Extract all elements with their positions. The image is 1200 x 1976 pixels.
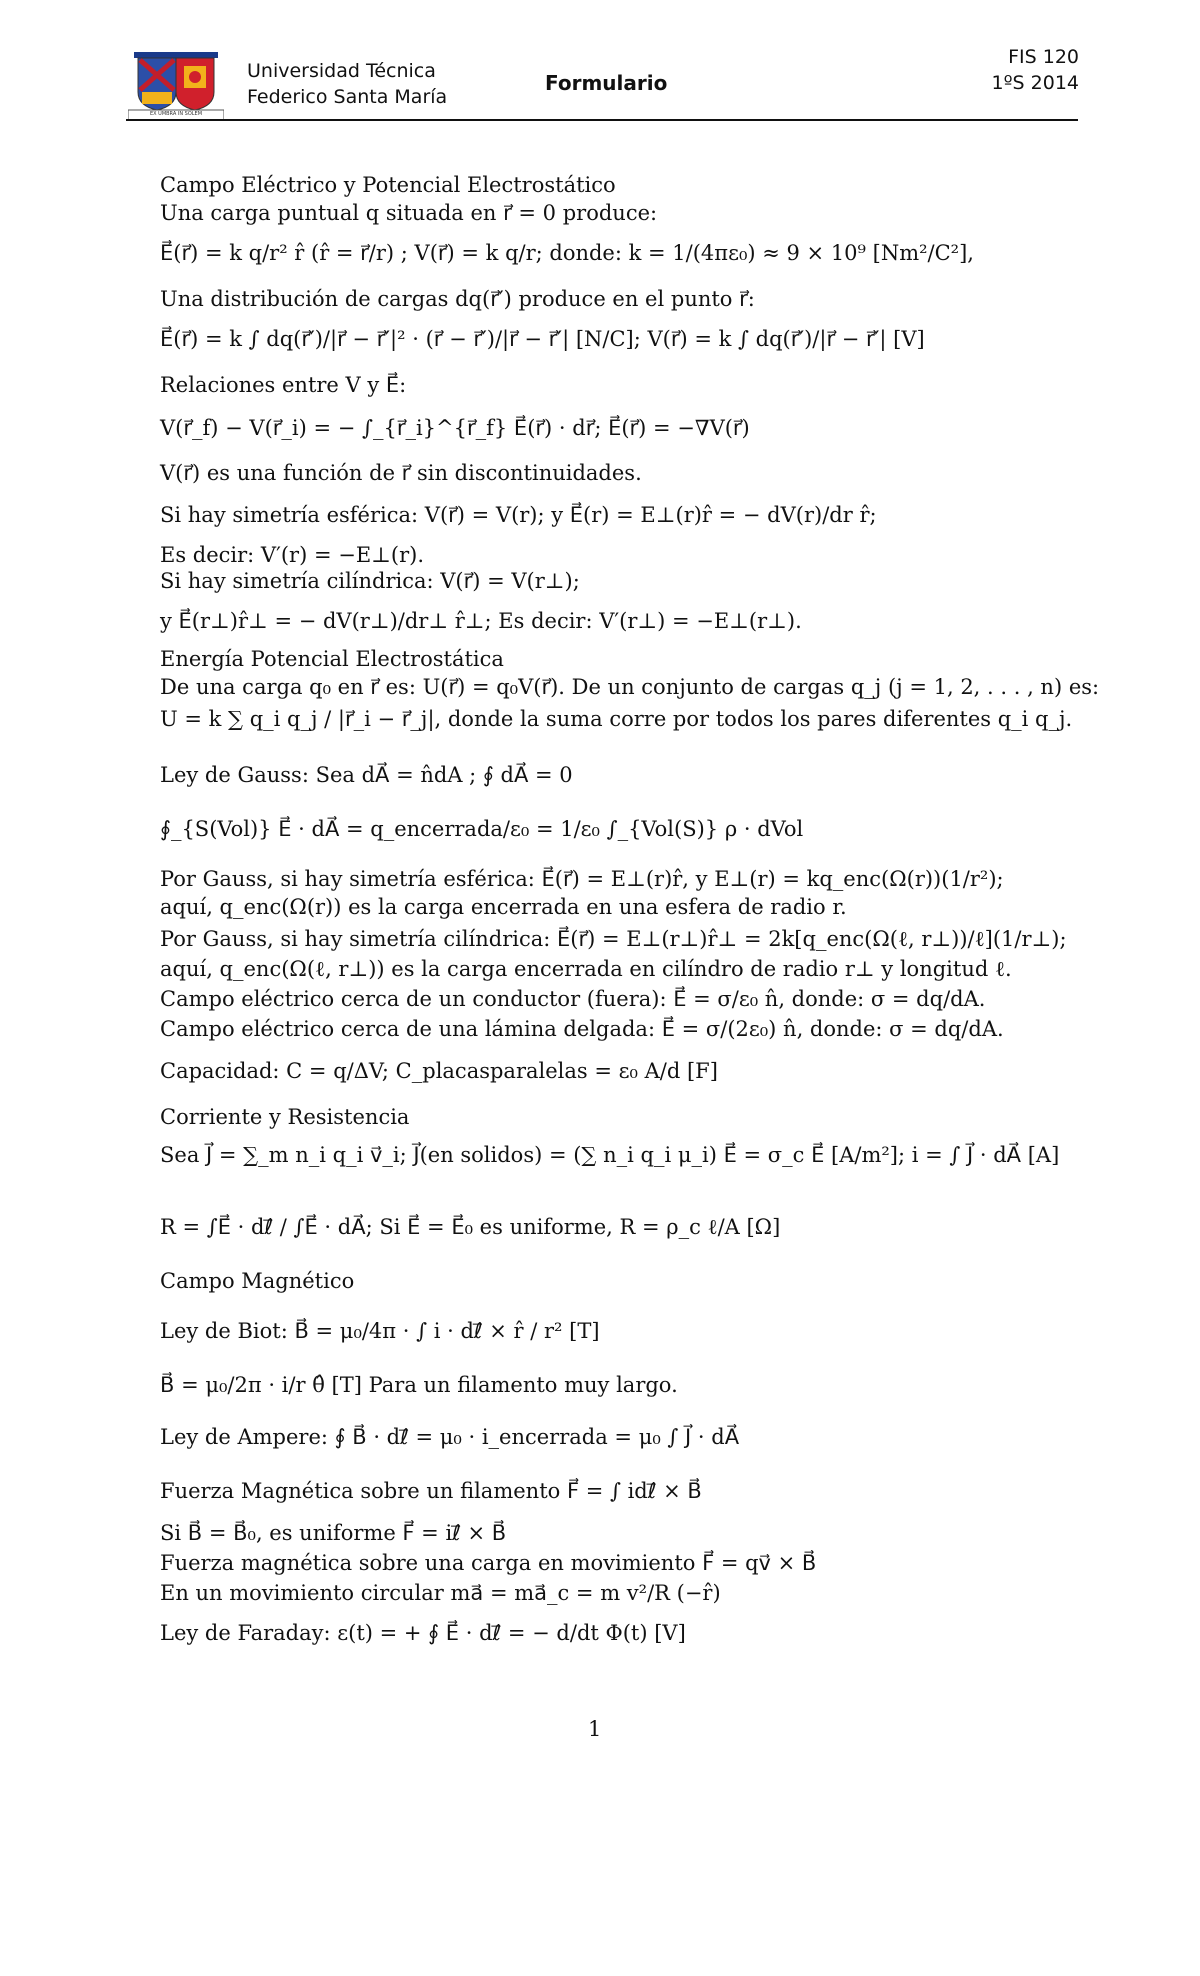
text-line: Campo eléctrico cerca de una lámina delgada: E⃗ = σ/(2ε₀) n̂, donde: σ = dq/dA. [160,1017,1004,1041]
semester: 1ºS 2014 [991,72,1079,94]
text-line: Una distribución de cargas dq(r⃗′) produce en el punto r⃗: [160,287,755,311]
formula-capacitance: Capacidad: C = q/ΔV; C_placasparalelas = ε₀ A/d [F] [160,1059,718,1083]
formula-cylindrical-symmetry: y E⃗(r⊥)r̂⊥ = − dV(r⊥)/dr⊥ r̂⊥; Es decir: V′(r⊥) = −E⊥(r⊥). [160,609,802,633]
text-line: Relaciones entre V y E⃗: [160,373,407,397]
formula-gauss-flux: ∮_{S(Vol)} E⃗ · dA⃗ = q_encerrada/ε₀ = 1/ε₀ ∫_{Vol(S)} ρ · dVol [160,817,804,841]
formula-force-filament: Fuerza Magnética sobre un filamento F⃗ = ∫ idℓ⃗ × B⃗ [160,1479,702,1503]
text-line: aquí, q_enc(Ω(r)) es la carga encerrada en una esfera de radio r. [160,895,847,919]
text-line: aquí, q_enc(Ω(ℓ, r⊥)) es la carga encerrada en cilíndro de radio r⊥ y longitud ℓ. [160,957,1012,981]
section-title-magnetic-field: Campo Magnético [160,1269,355,1293]
university-name-line1: Universidad Técnica [247,60,436,82]
formula-faraday-law: Ley de Faraday: ε(t) = + ∮ E⃗ · dℓ⃗ = − d/dt Φ(t) [V] [160,1621,686,1645]
formula-spherical-symmetry: Si hay simetría esférica: V(r⃗) = V(r); y E⃗(r) = E⊥(r)r̂ = − dV(r)/dr r̂; [160,503,877,527]
document-title: Formulario [545,71,668,95]
university-crest [128,52,224,120]
section-title-potential-energy: Energía Potencial Electrostática [160,647,504,671]
text-line: Es decir: V′(r) = −E⊥(r). [160,543,424,567]
formula-charge-distribution: E⃗(r⃗) = k ∫ dq(r⃗′)/|r⃗ − r⃗′|² · (r⃗ − r⃗′)/|r⃗ − r⃗′| [N/C]; V(r⃗) = k ∫ dq(r⃗′)/|r⃗ − r⃗′| [V] [160,327,925,351]
text-line: V(r⃗) es una función de r⃗ sin discontinuidades. [160,461,642,485]
text-line: Si hay simetría cilíndrica: V(r⃗) = V(r⊥); [160,569,580,593]
formula-gauss-law: Ley de Gauss: Sea dA⃗ = n̂dA ; ∮ dA⃗ = 0 [160,763,573,787]
header-rule [126,119,1078,121]
formula-circular-motion: En un movimiento circular ma⃗ = ma⃗_c = m v²/R (−r̂) [160,1581,721,1605]
formula-long-filament: B⃗ = μ₀/2π · i/r θ̂ [T] Para un filamento muy largo. [160,1373,678,1397]
university-name-line2: Federico Santa María [247,86,448,108]
formula-ampere-law: Ley de Ampere: ∮ B⃗ · dℓ⃗ = μ₀ · i_encerrada = μ₀ ∫ J⃗ · dA⃗ [160,1425,740,1449]
text-line: Por Gauss, si hay simetría cilíndrica: E⃗(r⃗) = E⊥(r⊥)r̂⊥ = 2k[q_enc(Ω(ℓ, r⊥))/ℓ](1/r⊥); [160,927,1067,951]
text-line: Campo eléctrico cerca de un conductor (fuera): E⃗ = σ/ε₀ n̂, donde: σ = dq/dA. [160,987,986,1011]
crest-motto: EX UMBRA IN SOLEM [149,111,203,117]
formula-resistance: R = ∫E⃗ · dℓ⃗ / ∫E⃗ · dA⃗; Si E⃗ = E⃗₀ es uniforme, R = ρ_c ℓ/A [Ω] [160,1215,781,1239]
crest-icon [128,52,224,120]
section-title-current: Corriente y Resistencia [160,1105,410,1129]
formula-potential-relation: V(r⃗_f) − V(r⃗_i) = − ∫_{r⃗_i}^{r⃗_f} E⃗(r⃗) · dr⃗; E⃗(r⃗) = −∇V(r⃗) [160,416,750,440]
formula-biot-savart: Ley de Biot: B⃗ = μ₀/4π · ∫ i · dℓ⃗ × r̂ / r² [T] [160,1319,600,1343]
page-number: 1 [588,1717,602,1741]
formula-point-charge: E⃗(r⃗) = k q/r² r̂ (r̂ = r⃗/r) ; V(r⃗) = k q/r; donde: k = 1/(4πε₀) ≈ 9 × 10⁹ [Nm²/C²], [160,241,974,265]
formula-current-density: Sea J⃗ = ∑_m n_i q_i v⃗_i; J⃗(en solidos) = (∑ n_i q_i μ_i) E⃗ = σ_c E⃗ [A/m²]; i = ∫ J⃗ · dA⃗ [A] [160,1143,1060,1167]
text-line: De una carga q₀ en r⃗ es: U(r⃗) = q₀V(r⃗). De un conjunto de cargas q_j (j = 1, 2, . . . , n) es: [160,675,1100,699]
formula-potential-energy: U = k ∑ q_i q_j / |r⃗_i − r⃗_j|, donde la suma corre por todos los pares diferentes q_i q_j. [160,707,1073,731]
course-code: FIS 120 [1008,46,1079,68]
text-line: Una carga puntual q situada en r⃗ = 0 produce: [160,201,658,225]
section-title-electric-field: Campo Eléctrico y Potencial Electrostático [160,173,616,197]
formula-lorentz-force: Fuerza magnética sobre una carga en movimiento F⃗ = qv⃗ × B⃗ [160,1551,817,1575]
formula-uniform-field-force: Si B⃗ = B⃗₀, es uniforme F⃗ = iℓ⃗ × B⃗ [160,1521,507,1545]
text-line: Por Gauss, si hay simetría esférica: E⃗(r⃗) = E⊥(r)r̂, y E⊥(r) = kq_enc(Ω(r))(1/r²); [160,867,1004,891]
